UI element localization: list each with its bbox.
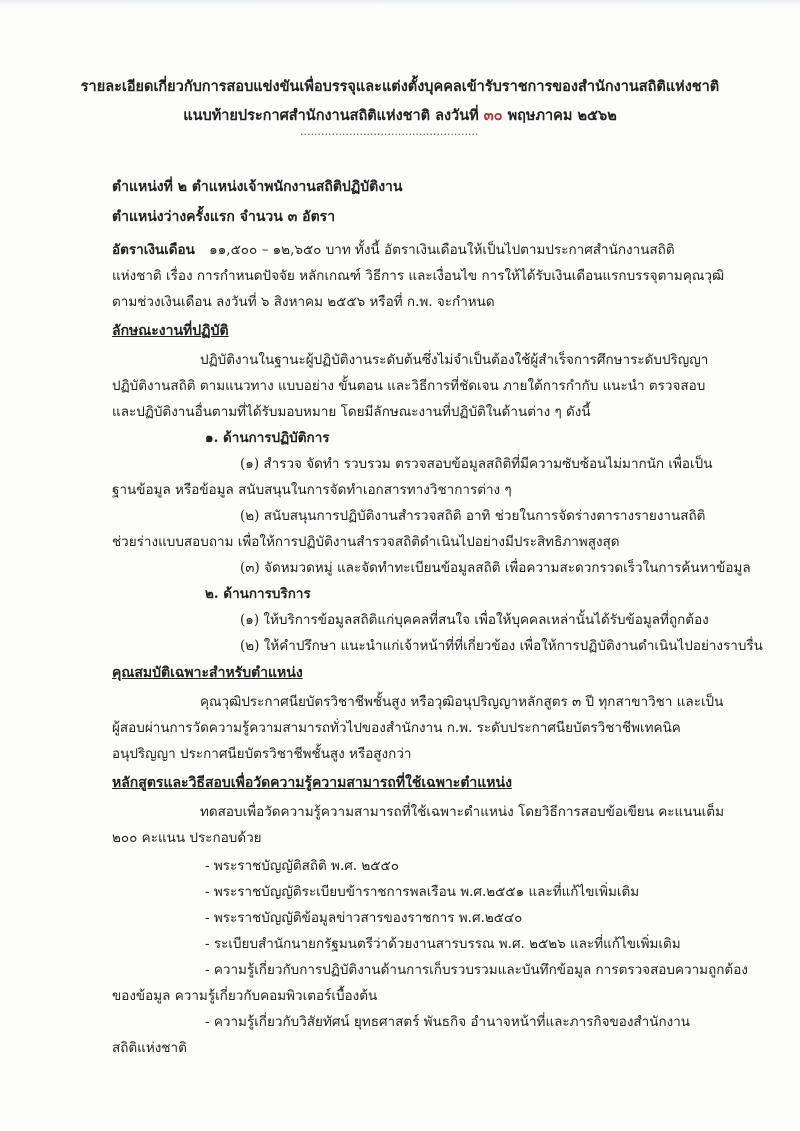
subtitle-text: แนบท้ายประกาศสำนักงานสถิติแห่งชาติ ลงวันที่ — [183, 107, 479, 124]
exam-heading: หลักสูตรและวิธีสอบเพื่อวัดความรู้ความสามารถที่ใช้เฉพาะตำแหน่ง — [112, 775, 512, 791]
exam-item-5-line-2: ของข้อมูล ความรู้เกี่ยวกับคอมพิวเตอร์เบื้องต้น — [112, 988, 378, 1004]
duties-s2-item-1: (๑) ให้บริการข้อมูลสถิติแก่บุคคลที่สนใจ เพื่อให้บุคคลเหล่านั้นได้รับข้อมูลที่ถูกต้อง — [240, 612, 709, 628]
qualifications-line-3: อนุปริญญา ประกาศนียบัตรวิชาชีพชั้นสูง หรือสูงกว่า — [112, 746, 412, 762]
position-vacancy: ตำแหน่งว่างครั้งแรก จำนวน ๓ อัตรา — [112, 209, 336, 225]
salary-range: ๑๑,๕๐๐ – ๑๒,๖๕๐ บาท ทั้งนี้ อัตราเงินเดือนให้เป็นไปตามประกาศสำนักงานสถิติ — [209, 242, 675, 258]
exam-item-5-line-1: - ความรู้เกี่ยวกับการปฏิบัติงานด้านการเก็บรวบรวมและบันทึกข้อมูล การตรวจสอบความถูกต้อง — [205, 962, 748, 978]
duties-s2-item-2: (๒) ให้คำปรึกษา แนะนำแก่เจ้าหน้าที่ที่เกี่ยวข้อง เพื่อให้การปฏิบัติงานดำเนินไปอย่างราบรื่น — [240, 638, 763, 654]
duties-intro-line-3: และปฏิบัติงานอื่นตามที่ได้รับมอบหมาย โดยมีลักษณะงานที่ปฏิบัติในด้านต่าง ๆ ดังนี้ — [112, 404, 591, 420]
document-subtitle — [60, 104, 740, 127]
salary-line-3: ตามช่วงเงินเดือน ลงวันที่ ๖ สิงหาคม ๒๕๕๖ หรือที่ ก.พ. จะกำหนด — [112, 294, 495, 310]
document-title: รายละเอียดเกี่ยวกับการสอบแข่งขันเพื่อบรรจุและแต่งตั้งบุคคลเข้ารับราชการของสำนักงานสถิติแห่งชาติ — [80, 78, 720, 95]
duties-s1-item-3: (๓) จัดหมวดหมู่ และจัดทำทะเบียนข้อมูลสถิติ เพื่อความสะดวกรวดเร็วในการค้นหาข้อมูล — [240, 560, 751, 576]
exam-item-2: - พระราชบัญญัติระเบียบข้าราชการพลเรือน พ.ศ.๒๕๕๑ และที่แก้ไขเพิ่มเติม — [205, 884, 640, 900]
salary-line-1 — [112, 238, 675, 260]
qualifications-line-2: ผู้สอบผ่านการวัดความรู้ความสามารถทั่วไปของสำนักงาน ก.พ. ระดับประกาศนียบัตรวิชาชีพเทคนิค — [112, 720, 681, 736]
duties-section-2-title: ๒. ด้านการบริการ — [205, 586, 311, 602]
qualifications-line-1: คุณวุฒิประกาศนียบัตรวิชาชีพชั้นสูง หรือวุฒิอนุปริญญาหลักสูตร ๓ ปี ทุกสาขาวิชา และเป็น — [200, 694, 724, 710]
exam-intro-line-2: ๒๐๐ คะแนน ประกอบด้วย — [112, 830, 262, 846]
duties-s1-item-2-line-2: ช่วยร่างแบบสอบถาม เพื่อให้การปฏิบัติงานสำรวจสถิติดำเนินไปอย่างมีประสิทธิภาพสูงสุด — [112, 534, 620, 550]
duties-s1-item-1-line-1: (๑) สำรวจ จัดทำ รวบรวม ตรวจสอบข้อมูลสถิติที่มีความซับซ้อนไม่มากนัก เพื่อเป็น — [240, 456, 713, 472]
duties-section-1-title: ๑. ด้านการปฏิบัติการ — [205, 430, 330, 446]
subtitle-day: ๓๐ — [483, 107, 503, 124]
duties-intro-line-1: ปฏิบัติงานในฐานะผู้ปฏิบัติงานระดับต้นซึ่งไม่จำเป็นต้องใช้ผู้สำเร็จการศึกษาระดับปริญญา — [200, 352, 709, 368]
duties-s1-item-1-line-2: ฐานข้อมูล หรือข้อมูล สนับสนุนในการจัดทำเอกสารทางวิชาการต่าง ๆ — [112, 482, 512, 498]
exam-item-6-line-1: - ความรู้เกี่ยวกับวิสัยทัศน์ ยุทธศาสตร์ พันธกิจ อำนาจหน้าที่และภารกิจของสำนักงาน — [205, 1014, 691, 1030]
position-title: ตำแหน่งที่ ๒ ตำแหน่งเจ้าพนักงานสถิติปฏิบัติงาน — [112, 179, 403, 195]
exam-item-3: - พระราชบัญญัติข้อมูลข่าวสารของราชการ พ.ศ.๒๕๔๐ — [205, 910, 523, 926]
duties-heading: ลักษณะงานที่ปฏิบัติ — [112, 323, 229, 339]
exam-item-4: - ระเบียบสำนักนายกรัฐมนตรีว่าด้วยงานสารบรรณ พ.ศ. ๒๕๒๖ และที่แก้ไขเพิ่มเติม — [205, 936, 681, 952]
salary-label: อัตราเงินเดือน — [112, 242, 195, 258]
subtitle-month-year: พฤษภาคม ๒๕๖๒ — [507, 107, 617, 124]
exam-intro-line-1: ทดสอบเพื่อวัดความรู้ความสามารถที่ใช้เฉพาะตำแหน่ง โดยวิธีการสอบข้อเขียน คะแนนเต็ม — [200, 804, 724, 820]
qualifications-heading: คุณสมบัติเฉพาะสำหรับตำแหน่ง — [112, 665, 303, 681]
exam-item-6-line-2: สถิติแห่งชาติ — [112, 1040, 187, 1056]
duties-intro-line-2: ปฏิบัติงานสถิติ ตามแนวทาง แบบอย่าง ขั้นตอน และวิธีการที่ชัดเจน ภายใต้การกำกับ แนะนำ ตรวจสอบ — [112, 378, 706, 394]
header-separator: ................................................... — [300, 125, 479, 138]
exam-item-1: - พระราชบัญญัติสถิติ พ.ศ. ๒๕๕๐ — [205, 858, 399, 874]
scan-top-edge — [0, 0, 800, 6]
duties-s1-item-2-line-1: (๒) สนับสนุนการปฏิบัติงานสำรวจสถิติ อาทิ ช่วยในการจัดร่างตารางรายงานสถิติ — [240, 508, 706, 524]
salary-line-2: แห่งชาติ เรื่อง การกำหนดปัจจัย หลักเกณฑ์ วิธีการ และเงื่อนไข การให้ได้รับเงินเดือนแรกบรรจุตามคุณวุฒิ — [112, 268, 725, 284]
